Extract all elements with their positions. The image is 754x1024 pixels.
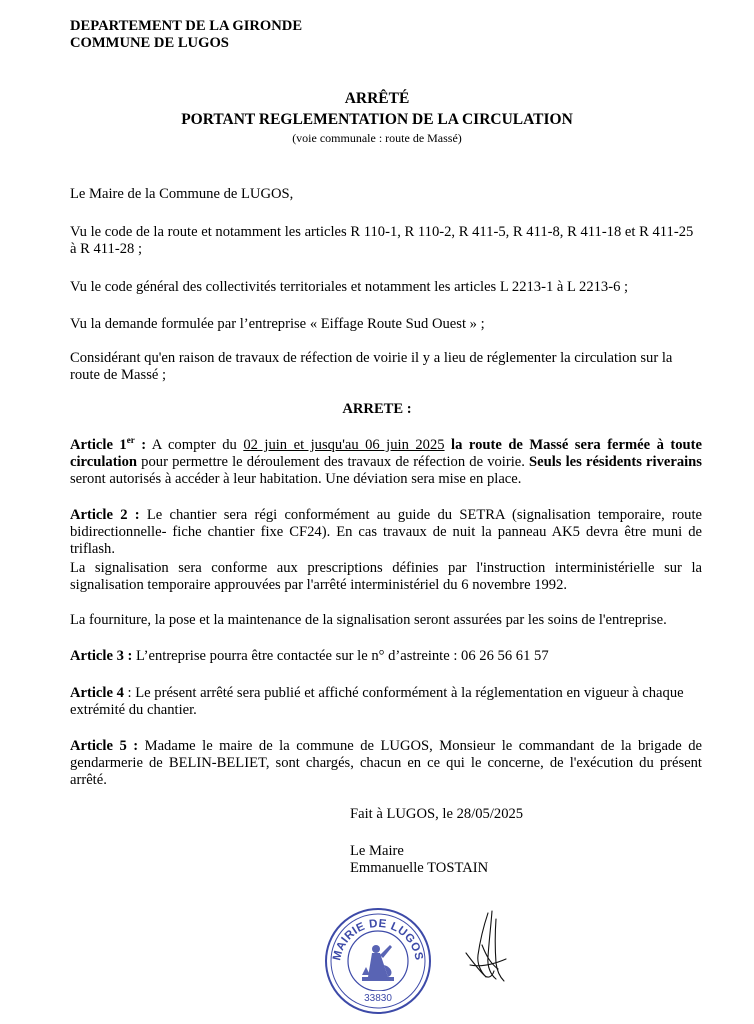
- marianne-icon: [362, 945, 394, 981]
- vu-code-route: Vu le code de la route et notamment les articles R 110-1, R 110-2, R 411-5, R 411-8, R 411-18 et R 411-25 à R 411-28 ;: [70, 224, 694, 257]
- considerant: Considérant qu'en raison de travaux de réfection de voirie il y a lieu de réglementer la circulation sur la route de Massé ;: [70, 350, 673, 383]
- article-1-sup: er: [126, 435, 135, 446]
- article-3-text: L’entreprise pourra être contactée sur le n° d’astreinte : 06 26 56 61 57: [132, 648, 549, 664]
- article-1-text-b: pour permettre le déroulement des travaux de réfection de voirie.: [137, 454, 530, 470]
- article-2: [70, 507, 702, 558]
- decree-note: (voie communale : route de Massé): [292, 131, 462, 145]
- handwritten-signature: [458, 905, 518, 985]
- decree-subtitle: PORTANT REGLEMENTATION DE LA CIRCULATION: [181, 111, 573, 128]
- article-4-text: : Le présent arrêté sera publié et affiché conformément à la réglementation en vigueur à chaque extrémité du chantier.: [70, 685, 684, 718]
- signature-role: Le Maire: [350, 843, 404, 859]
- article-5: [70, 738, 702, 789]
- decree-title: ARRÊTÉ: [344, 90, 410, 107]
- article-2-fourniture: La fourniture, la pose et la maintenance de la signalisation seront assurées par les soins de l'entreprise.: [70, 612, 667, 628]
- mayor-intro: Le Maire de la Commune de LUGOS,: [70, 186, 294, 202]
- article-5-label: Article 5 :: [70, 738, 139, 754]
- article-1-label: Article 1: [70, 437, 127, 453]
- article-2-text: Le chantier sera régi conformément au guide du SETRA (signalisation temporaire, route bidirectionnelle- fiche chantier fixe CF24). En cas travaux de nuit la panneau AK5 devra être muni de triflash.: [70, 507, 702, 557]
- article-3: [70, 648, 702, 665]
- article-5-text: Madame le maire de la commune de LUGOS, Monsieur le commandant de la brigade de gendarmerie de BELIN-BELIET, sont chargés, chacun en ce qui le concerne, de l'exécution du présent arrêté.: [70, 738, 702, 788]
- department-header: [70, 18, 302, 52]
- stamp-ring-text: MAIRIE DE LUGOS: [331, 917, 425, 962]
- article-2-signalisation: La signalisation sera conforme aux prescriptions définies par l'instruction interministérielle sur la signalisation temporaire approuvées par l'arrêté interministériel du 6 novembre 1992.: [70, 560, 702, 593]
- signature-name: Emmanuelle TOSTAIN: [350, 860, 489, 876]
- article-1-colon: :: [134, 437, 147, 453]
- article-1-text-a: A compter du: [146, 437, 244, 453]
- commune-name: COMMUNE DE LUGOS: [70, 35, 229, 51]
- signature-place-date: Fait à LUGOS, le 28/05/2025: [350, 806, 524, 822]
- article-4: [70, 685, 702, 719]
- article-1: [70, 437, 702, 488]
- department-name: DEPARTEMENT DE LA GIRONDE: [70, 18, 303, 34]
- article-1-closure: la route de Massé sera fermée à toute circulation: [70, 437, 702, 470]
- vu-demande: Vu la demande formulée par l’entreprise « Eiffage Route Sud Ouest » ;: [70, 316, 485, 332]
- stamp-code: 33830: [364, 993, 392, 1004]
- vu-code-collectivites: Vu le code général des collectivités territoriales et notamment les articles L 2213-1 à L 2213-6 ;: [70, 279, 629, 295]
- article-1-dates: 02 juin et jusqu'au 06 juin 2025: [243, 437, 445, 453]
- mairie-stamp: [322, 905, 434, 1017]
- article-3-label: Article 3 :: [70, 648, 133, 664]
- article-4-label: Article 4: [70, 685, 124, 701]
- article-2-label: Article 2 :: [70, 507, 140, 523]
- arrete-heading: ARRETE :: [342, 401, 412, 417]
- article-1-residents: Seuls les résidents riverains: [529, 454, 702, 470]
- article-1-text-c: seront autorisés à accéder à leur habitation. Une déviation sera mise en place.: [70, 471, 522, 487]
